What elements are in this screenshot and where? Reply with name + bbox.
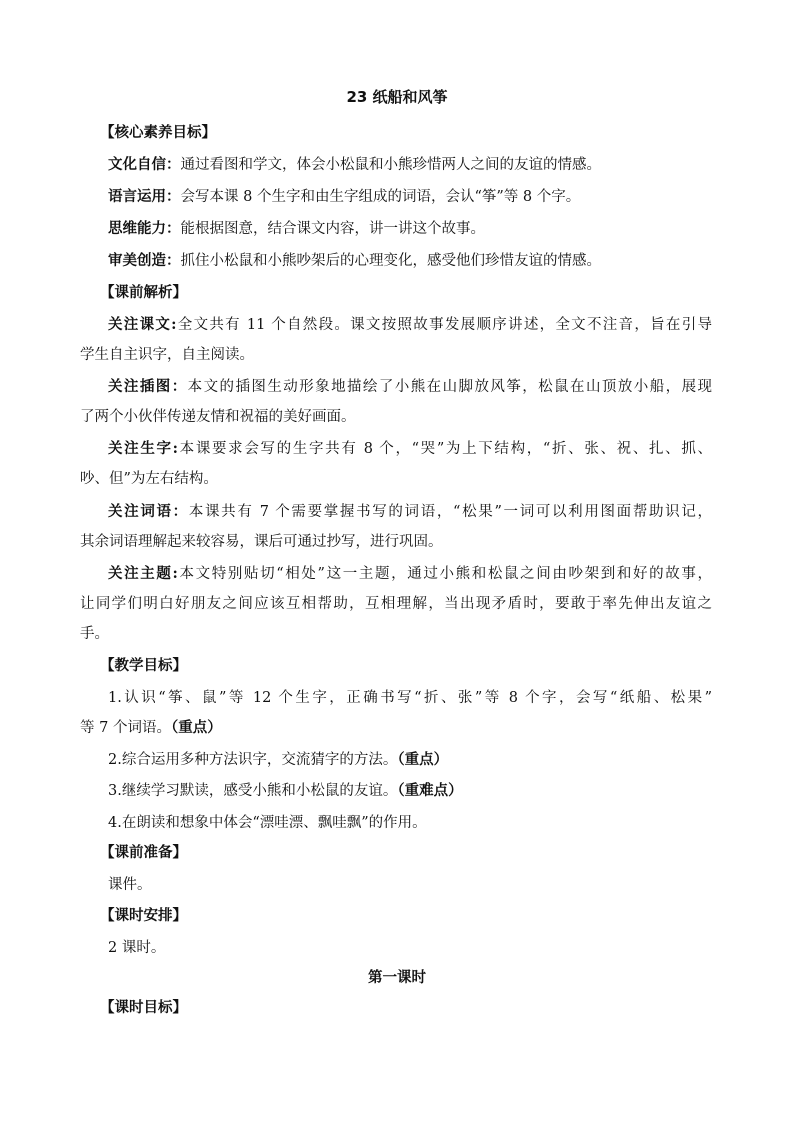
analysis-illus-line2: 了两个小伙伴传递友情和祝福的美好画面。 (80, 409, 356, 425)
teaching-goals-heading: 【教学目标】 (100, 657, 187, 674)
core-goal-aesthetic (108, 251, 712, 271)
goal-label: 审美创造： (108, 252, 181, 269)
goal-text: 抓住小松鼠和小熊吵架后的心理变化，感受他们珍惜友谊的情感。 (180, 253, 601, 269)
core-goal-language (108, 187, 712, 207)
goal-text: 2.综合运用多种方法识字，交流猜字的方法。 (108, 752, 398, 768)
lesson-heading: 第一课时 (368, 969, 426, 986)
key-point-tag: （重点） (170, 719, 222, 736)
teaching-goal-1-line1: 1.认识“筝、鼠”等 12 个生字，正确书写“折、张”等 8 个字，会写“纸船、松果” (108, 690, 712, 706)
analysis-illus-line1 (108, 377, 712, 397)
core-goal-culture (108, 155, 712, 175)
prep-heading: 【课前准备】 (100, 844, 187, 861)
analysis-words-line1 (108, 502, 712, 522)
analysis-theme-line3: 手。 (80, 626, 109, 642)
teaching-goal-3 (108, 781, 712, 801)
paragraph-label: 关注课文: (108, 316, 177, 333)
lesson-goals-heading: 【课时目标】 (100, 999, 187, 1016)
goal-text: 能根据图意，结合课文内容，讲一讲这个故事。 (180, 221, 485, 237)
paragraph-text: 全文共有 11 个自然段。课文按照故事发展顺序讲述，全文不注音，旨在引导 (176, 317, 712, 333)
paragraph-text: 本课要求会写的生字共有 8 个，“哭”为上下结构，“折、张、祝、扎、抓、 (178, 441, 712, 457)
analysis-text-line1 (108, 315, 712, 335)
core-goal-thinking (108, 219, 712, 239)
schedule-text: 2 课时。 (108, 940, 166, 956)
schedule-heading: 【课时安排】 (100, 907, 187, 924)
paragraph-text: 本文的插图生动形象地描绘了小熊在山脚放风筝，松鼠在山顶放小船，展现 (187, 379, 713, 395)
paragraph-label: 关注主题: (108, 565, 178, 582)
goal-label: 文化自信： (108, 156, 181, 173)
key-point-tag: （重点） (397, 751, 449, 768)
goal-text: 等 7 个词语。 (80, 720, 171, 736)
goal-label: 思维能力： (108, 220, 181, 237)
paragraph-label: 关注插图： (108, 378, 188, 395)
prep-text: 课件。 (108, 877, 152, 893)
analysis-heading: 【课前解析】 (100, 284, 187, 301)
teaching-goal-4: 4.在朗读和想象中体会“漂哇漂、飘哇飘”的作用。 (108, 815, 427, 831)
goal-text: 通过看图和学文，体会小松鼠和小熊珍惜两人之间的友谊的情感。 (180, 157, 601, 173)
analysis-chars-line2: 吵、但”为左右结构。 (80, 471, 218, 487)
goal-text: 3.继续学习默读，感受小熊和小松鼠的友谊。 (108, 783, 398, 799)
teaching-goal-1-line2 (80, 718, 712, 738)
teaching-goal-2 (108, 750, 712, 770)
page-title: 23 纸船和风筝 (346, 88, 448, 106)
analysis-words-line2: 其余词语理解起来较容易，课后可通过抄写，进行巩固。 (80, 534, 443, 550)
paragraph-text: 本课共有 7 个需要掌握书写的词语，“松果”一词可以利用图面帮助识记， (188, 504, 712, 520)
core-goals-heading: 【核心素养目标】 (100, 124, 216, 141)
paragraph-text: 本文特别贴切“相处”这一主题，通过小熊和松鼠之间由吵架到和好的故事， (177, 566, 712, 582)
analysis-text-line2: 学生自主识字，自主阅读。 (80, 347, 254, 363)
goal-label: 语言运用： (108, 188, 181, 205)
goal-text: 会写本课 8 个生字和由生字组成的词语，会认“筝”等 8 个字。 (180, 189, 581, 205)
analysis-theme-line2: 让同学们明白好朋友之间应该互相帮助，互相理解，当出现矛盾时，要敢于率先伸出友谊之 (80, 596, 712, 612)
key-point-tag: （重难点） (397, 782, 463, 799)
analysis-theme-line1 (108, 564, 712, 584)
analysis-chars-line1 (108, 439, 712, 459)
paragraph-label: 关注生字: (108, 440, 179, 457)
paragraph-label: 关注词语： (108, 503, 189, 520)
